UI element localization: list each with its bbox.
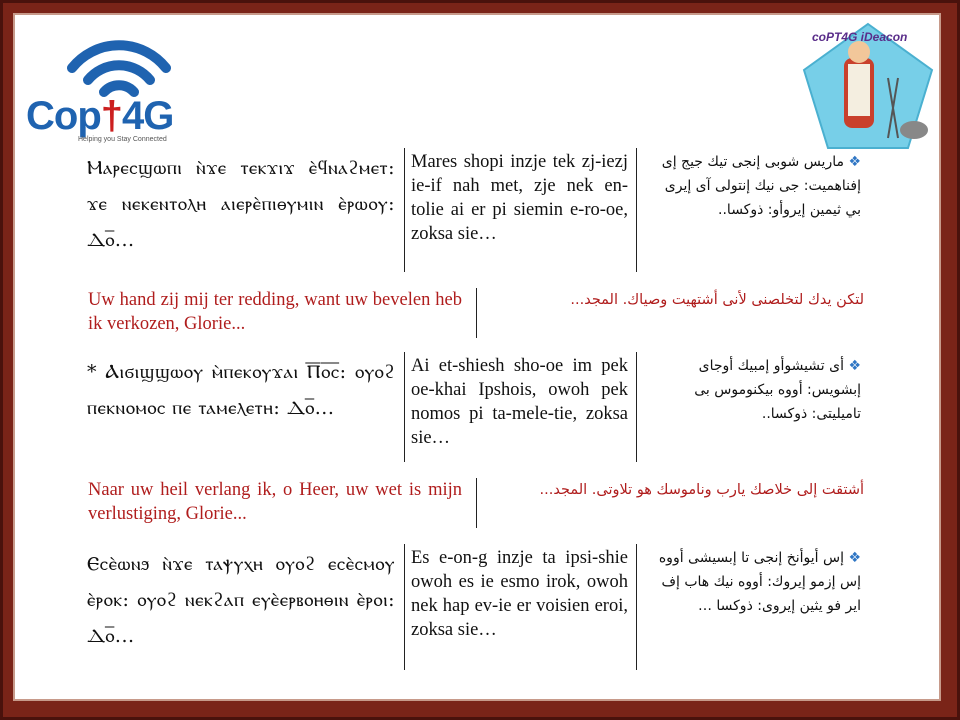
arabic-transliteration: ❖ إس أيوأنخ إنجى تا إبسيشى أووه إس إزمو إيروك: أووه نيك هاب إف اير فو يثين إيروى: ذوكسا … (658, 550, 861, 614)
transliteration-text: Ai et-shiesh sho-oe im pek oe-khai Ipshois, owoh pek nomos pi ta-mele-tie, zoksa sie… (404, 352, 637, 462)
coptic-text: * Ⲁⲓϭⲓϣϣⲱⲟⲩ ⲙ̀ⲡⲉⲕⲟⲩϫⲁⲓ Ⲡ̅ⲟ̅ⲥ̅: ⲟⲩⲟϩ ⲡⲉⲕⲛⲟⲙⲟⲥ ⲡⲉ ⲧⲁⲙⲉⲗⲉⲧⲏ: Ⲇⲟ̅... (87, 361, 395, 419)
arabic-transliteration: ❖ أى تشيشوأو إمبيك أوجاى إبشويس: أووه بيكنوموس بى تاميليتى: ذوكسا.. (694, 358, 861, 422)
transliteration-text: Es e-on-g inzje ta ipsi-shie owoh es ie esmo irok, owoh nek hap ev-ie er voisien eroi, zoksa sie… (404, 544, 637, 670)
dutch-translation: Naar uw heil verlang ik, o Heer, uw wet is mijn verlustiging, Glorie... (88, 480, 462, 524)
arabic-translation: أشتقت إلى خلاصك يارب وناموسك هو تلاوتى. المجد... (476, 478, 864, 528)
cross-icon: † (100, 94, 123, 138)
arabic-transliteration: ❖ ماريس شوبى إنجى تيك جيج إى إفناهميت: جى نيك إنتولى آى إيرى بي ثيمين إيروأو: ذوكسا.. (661, 154, 861, 218)
diamond-bullet-icon: ❖ (848, 154, 861, 170)
ideacon-title: coPT4G iDeacon (812, 30, 908, 44)
diamond-bullet-icon: ❖ (848, 550, 861, 566)
verse-row (85, 544, 865, 670)
logo-tagline: Helping you Stay Connected (78, 136, 167, 143)
dutch-translation: Uw hand zij mij ter redding, want uw bevelen heb ik verkozen, Glorie... (88, 290, 462, 334)
logo-wordmark: Cop†4G (26, 94, 174, 138)
translation-row (88, 478, 864, 528)
arabic-translation: لتكن يدك لتخلصنى لأنى أشتهيت وصياك. المجد... (476, 288, 864, 338)
coptic-text: Ⲙⲁⲣⲉⲥϣⲱⲡⲓ ⲛ̀ϫⲉ ⲧⲉⲕϫⲓϫ ⲉ̀ϥⲛⲁϩⲙⲉⲧ: ϫⲉ ⲛⲉⲕⲉⲛⲧⲟⲗⲏ ⲁⲓⲉⲣⲉ̀ⲡⲓⲑⲩⲙⲓⲛ ⲉ̀ⲣⲱⲟⲩ: Ⲇⲟ̅... (87, 157, 395, 251)
ideacon-logo (798, 18, 938, 158)
copt4g-logo (22, 30, 192, 142)
verse-row (85, 352, 865, 462)
translation-row (88, 288, 864, 338)
verse-row (85, 148, 865, 272)
wifi-icon (64, 30, 174, 100)
transliteration-text: Mares shopi inzje tek zj-iezj ie-if nah met, zje nek en-tolie ai er pi siemin e-ro-oe, zoksa sie… (404, 148, 637, 272)
coptic-text: Ⲉⲥⲉ̀ⲱⲛϧ ⲛ̀ϫⲉ ⲧⲁⲯⲩⲭⲏ ⲟⲩⲟϩ ⲉⲥⲉ̀ⲥⲙⲟⲩ ⲉ̀ⲣⲟⲕ: ⲟⲩⲟϩ ⲛⲉⲕϩⲁⲡ ⲉⲩⲉ̀ⲉⲣⲃⲟⲏⲑⲓⲛ ⲉ̀ⲣⲟⲓ: Ⲇⲟ̅... (87, 553, 395, 647)
diamond-bullet-icon: ❖ (848, 358, 861, 374)
